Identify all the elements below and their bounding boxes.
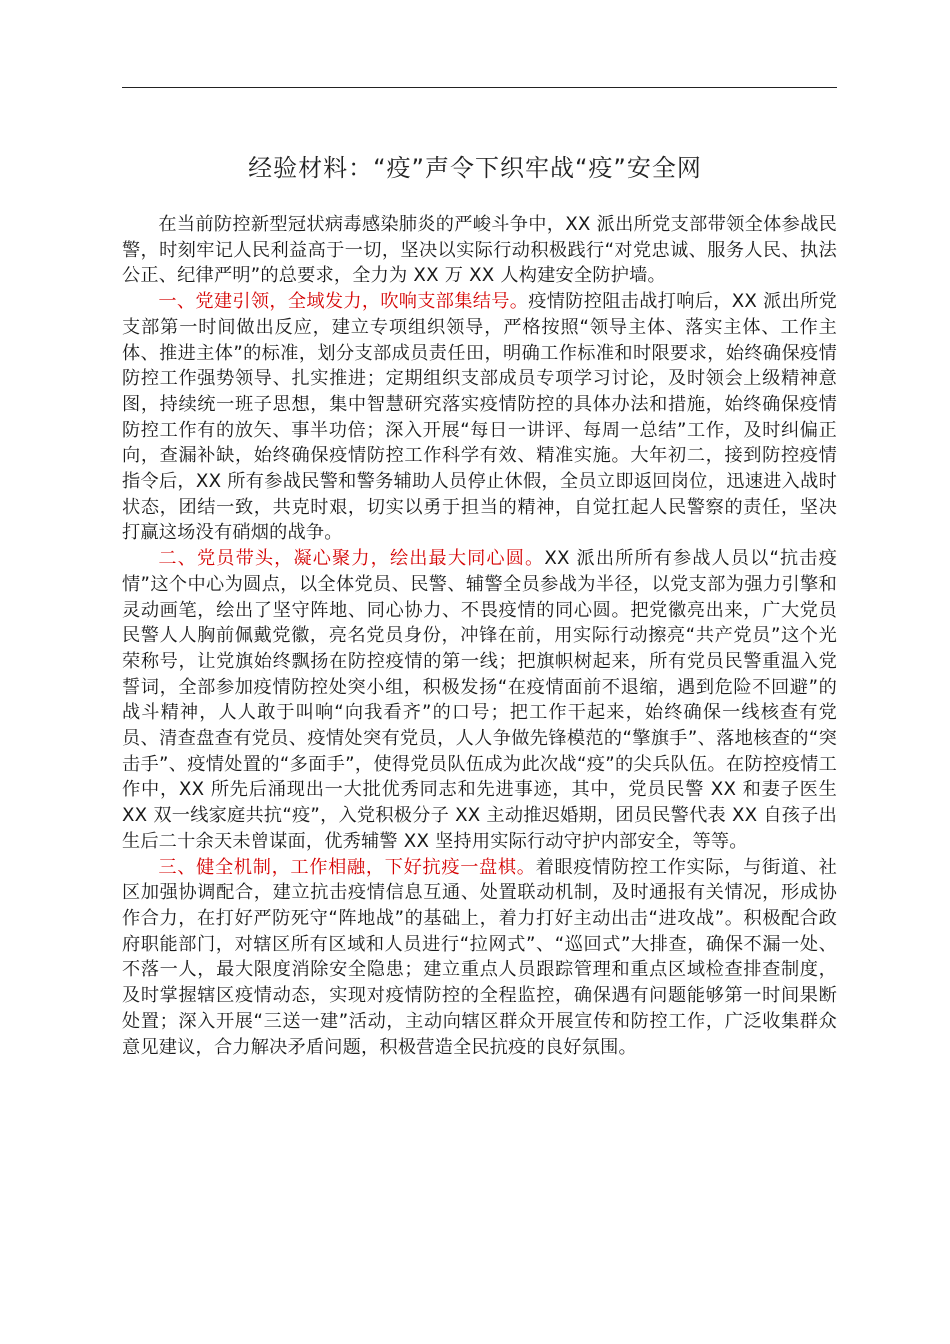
section-paragraph-2	[122, 546, 837, 854]
intro-paragraph	[122, 212, 837, 289]
section-paragraph-3	[122, 855, 837, 1061]
paragraph-text: 在当前防控新型冠状病毒感染肺炎的严峻斗争中，XX 派出所党支部带领全体参战民警，时刻牢记人民利益高于一切，坚决以实际行动积极践行“对党忠诚、服务人民、执法公正、纪律严明”的总要求，全力为 XX 万 XX 人构建安全防护墙。	[122, 214, 837, 287]
paragraph-text: XX 派出所所有参战人员以“抗击疫情”这个中心为圆点，以全体党员、民警、辅警全员参战为半径，以党支部为强力引擎和灵动画笔，绘出了坚守阵地、同心协力、不畏疫情的同心圆。把党徽亮出来，广大党员民警人人胸前佩戴党徽，亮名党员身份，冲锋在前，用实际行动擦亮“共产党员”这个光荣称号，让党旗始终飘扬在防控疫情的第一线；把旗帜树起来，所有党员民警重温入党誓词，全部参加疫情防控处突小组，积极发扬“在疫情面前不退缩，遇到危险不回避”的战斗精神，人人敢于叫响“向我看齐”的口号；把工作干起来，始终确保一线核查有党员、清查盘查有党员、疫情处突有党员，人人争做先锋模范的“擎旗手”、落地核查的“突击手”、疫情处置的“多面手”，使得党员队伍成为此次战“疫”的尖兵队伍。在防控疫情工作中，XX 所先后涌现出一大批优秀同志和先进事迹，其中，党员民警 XX 和妻子医生 XX 双一线家庭共抗“疫”，入党积极分子 XX 主动推迟婚期，团员民警代表 XX 自孩子出生后二十余天未曾谋面，优秀辅警 XX 坚持用实际行动守护内部安全，等等。	[122, 548, 837, 852]
section-heading-2: 二、党员带头，凝心聚力，绘出最大同心圆。	[158, 548, 545, 570]
section-heading-3: 三、健全机制，工作相融，下好抗疫一盘棋。	[158, 856, 536, 878]
section-paragraph-1	[122, 289, 837, 546]
paragraph-text: 着眼疫情防控工作实际，与街道、社区加强协调配合，建立抗击疫情信息互通、处置联动机制，及时通报有关情况，形成协作合力，在打好严防死守“阵地战”的基础上，着力打好主动出击“进攻战”。积极配合政府职能部门，对辖区所有区域和人员进行“拉网式”、“巡回式”大排查，确保不漏一处、不落一人，最大限度消除安全隐患；建立重点人员跟踪管理和重点区域检查排查制度，及时掌握辖区疫情动态，实现对疫情防控的全程监控，确保遇有问题能够第一时间果断处置；深入开展“三送一建”活动，主动向辖区群众开展宣传和防控工作，广泛收集群众意见建议，合力解决矛盾问题，积极营造全民抗疫的良好氛围。	[122, 856, 837, 1058]
section-heading-1: 一、党建引领，全域发力，吹响支部集结号。	[158, 291, 529, 313]
document-title: 经验材料：“疫”声令下织牢战“疫”安全网	[248, 154, 702, 182]
header-rule	[122, 87, 837, 88]
paragraph-text: 疫情防控阻击战打响后，XX 派出所党支部第一时间做出反应，建立专项组织领导，严格按照“领导主体、落实主体、工作主体、推进主体”的标准，划分支部成员责任田，明确工作标准和时限要求，始终确保疫情防控工作强势领导、扎实推进；定期组织支部成员专项学习讨论，及时领会上级精神意图，持续统一班子思想，集中智慧研究落实疫情防控的具体办法和措施，始终确保疫情防控工作有的放矢、事半功倍；深入开展“每日一讲评、每周一总结”工作，及时纠偏正向，查漏补缺，始终确保疫情防控工作科学有效、精准实施。大年初二，接到防控疫情指令后，XX 所有参战民警和警务辅助人员停止休假，全员立即返回岗位，迅速进入战时状态，团结一致，共克时艰，切实以勇于担当的精神，自觉扛起人民警察的责任，坚决打赢这场没有硝烟的战争。	[122, 291, 837, 544]
document-body	[122, 212, 837, 1060]
